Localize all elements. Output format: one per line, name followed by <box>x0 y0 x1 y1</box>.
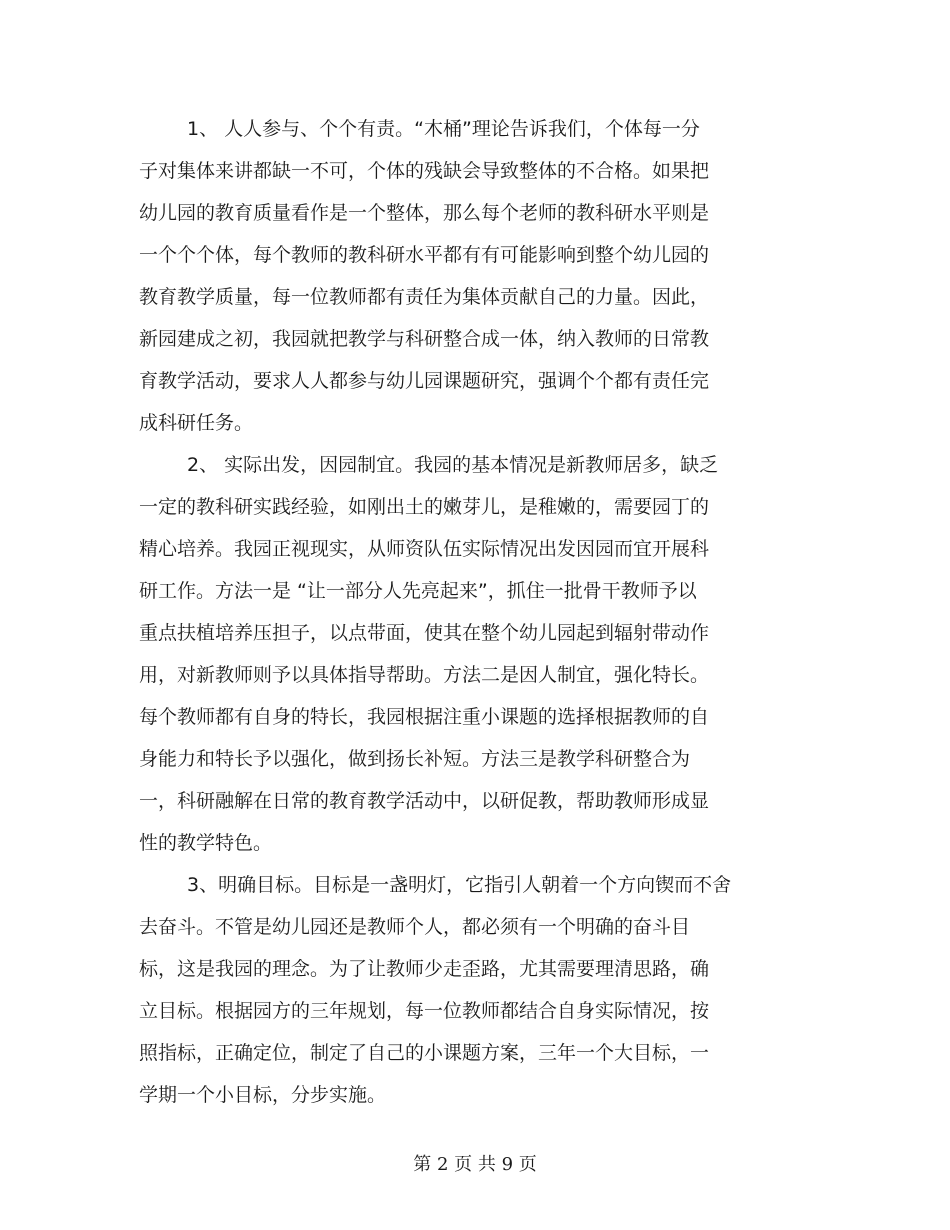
paragraph-1-line-8: 成科研任务。 <box>139 412 254 434</box>
paragraph-3-line-3: 标，这是我园的理念。为了让教师少走歪路，尤其需要理清思路，确 <box>139 958 710 980</box>
paragraph-2-line-6: 用，对新教师则予以具体指导帮助。方法二是因人制宜，强化特长。 <box>139 664 710 686</box>
paragraph-2-line-4: 研工作。方法一是 “让一部分人先亮起来”，抓住一批骨干教师予以 <box>139 580 697 602</box>
paragraph-2-line-1: 2、 实际出发，因园制宜。我园的基本情况是新教师居多，缺乏 <box>187 454 719 476</box>
paragraph-2-line-5: 重点扶植培养压担子，以点带面，使其在整个幼儿园起到辐射带动作 <box>139 622 710 644</box>
paragraph-1-line-2: 子对集体来讲都缺一不可，个体的残缺会导致整体的不合格。如果把 <box>139 160 710 182</box>
paragraph-2-line-10: 性的教学特色。 <box>139 832 273 854</box>
paragraph-3-line-6: 学期一个小目标，分步实施。 <box>139 1084 387 1106</box>
paragraph-1-line-3: 幼儿园的教育质量看作是一个整体，那么每个老师的教科研水平则是 <box>139 202 710 224</box>
paragraph-3-line-5: 照指标，正确定位，制定了自己的小课题方案，三年一个大目标，一 <box>139 1042 710 1064</box>
paragraph-1-line-6: 新园建成之初，我园就把教学与科研整合成一体，纳入教师的日常教 <box>139 328 710 350</box>
paragraph-2-line-3: 精心培养。我园正视现实，从师资队伍实际情况出发因园而宜开展科 <box>139 538 710 560</box>
paragraph-1-line-7: 育教学活动，要求人人都参与幼儿园课题研究，强调个个都有责任完 <box>139 370 710 392</box>
paragraph-2-line-7: 每个教师都有自身的特长，我园根据注重小课题的选择根据教师的自 <box>139 706 710 728</box>
paragraph-1-line-1: 1、 人人参与、个个有责。“木桶”理论告诉我们，个体每一分 <box>187 118 700 140</box>
paragraph-3-line-2: 去奋斗。不管是幼儿园还是教师个人，都必须有一个明确的奋斗目 <box>139 916 691 938</box>
paragraph-2-line-9: 一，科研融解在日常的教育教学活动中，以研促教，帮助教师形成显 <box>139 790 710 812</box>
paragraph-1-line-5: 教育教学质量，每一位教师都有责任为集体贡献自己的力量。因此， <box>139 286 710 308</box>
paragraph-3-line-1: 3、明确目标。目标是一盏明灯，它指引人朝着一个方向锲而不舍 <box>187 874 732 896</box>
page-number-footer: 第 2 页 共 9 页 <box>413 1154 537 1175</box>
paragraph-1-line-4: 一个个个体，每个教师的教科研水平都有有可能影响到整个幼儿园的 <box>139 244 710 266</box>
paragraph-2-line-2: 一定的教科研实践经验，如刚出土的嫩芽儿，是稚嫩的，需要园丁的 <box>139 496 710 518</box>
paragraph-3-line-4: 立目标。根据园方的三年规划，每一位教师都结合自身实际情况，按 <box>139 1000 710 1022</box>
paragraph-2-line-8: 身能力和特长予以强化，做到扬长补短。方法三是教学科研整合为 <box>139 748 691 770</box>
